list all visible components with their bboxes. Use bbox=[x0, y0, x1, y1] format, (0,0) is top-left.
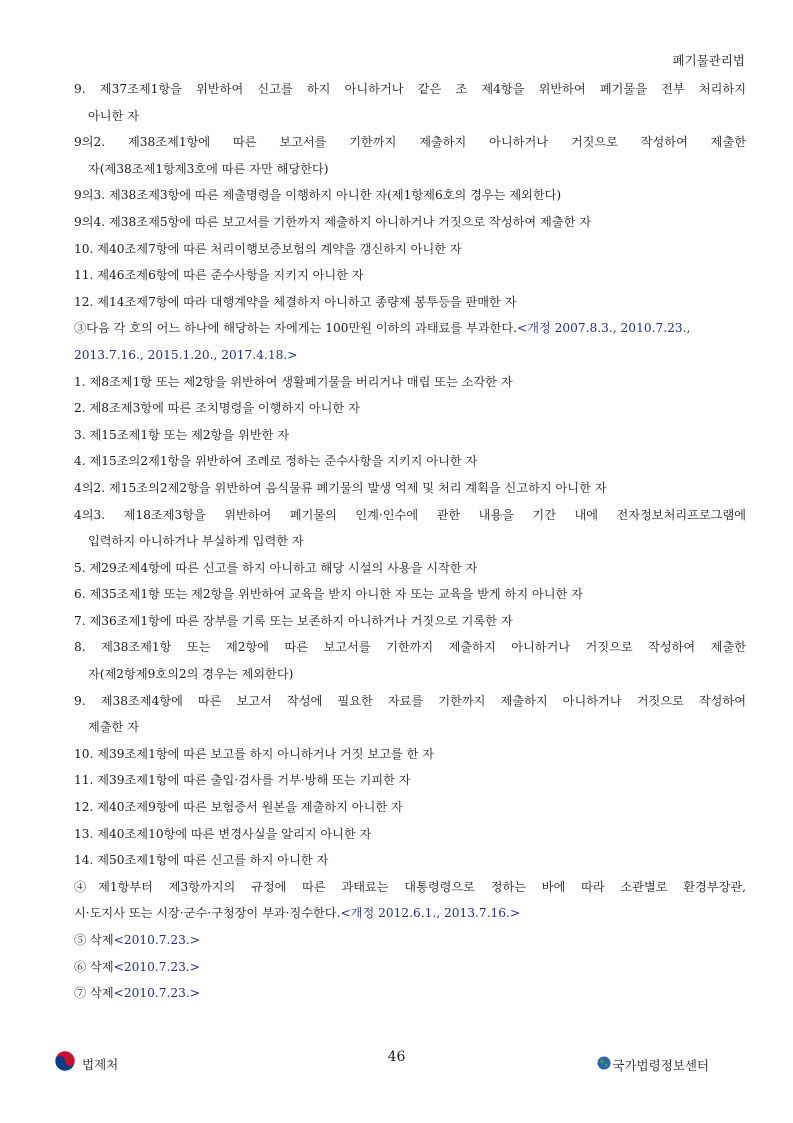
line-text: 2. 제8조제3항에 따른 조치명령을 이행하지 아니한 자 bbox=[74, 401, 360, 416]
text-line bbox=[74, 555, 746, 582]
line-text: 9. 제38조제4항에 따른 보고서 작성에 필요한 자료를 기한까지 제출하지 아니하거나 거짓으로 작성하여 bbox=[74, 693, 746, 708]
text-line bbox=[74, 156, 746, 183]
line-text: 8. 제38조제1항 또는 제2항에 따른 보고서를 기한까지 제출하지 아니하거나 거짓으로 작성하여 제출한 bbox=[74, 640, 746, 655]
document-body bbox=[74, 76, 746, 1007]
line-text: 9의4. 제38조제5항에 따른 보고서를 기한까지 제출하지 아니하거나 거짓으로 작성하여 제출한 자 bbox=[74, 214, 591, 229]
line-text: 12. 제14조제7항에 따라 대행계약을 체결하지 아니하고 종량제 봉투등을 판매한 자 bbox=[74, 294, 517, 309]
text-line bbox=[74, 821, 746, 848]
footer-right bbox=[597, 1052, 709, 1074]
amendment-note: <개정 2007.8.3., 2010.7.23., bbox=[517, 321, 691, 336]
text-line bbox=[74, 129, 746, 156]
line-text: 9. 제37조제1항을 위반하여 신고를 하지 아니하거나 같은 조 제4항을 위반하여 폐기물을 전부 처리하지 bbox=[74, 82, 746, 96]
line-text: 9의2. 제38조제1항에 따른 보고서를 기한까지 제출하지 아니하거나 거짓으로 작성하여 제출한 bbox=[74, 135, 746, 150]
line-text: 시·도지사 또는 시장·군수·구청장이 부과·징수한다. bbox=[74, 906, 341, 921]
line-text: ③다음 각 호의 어느 하나에 해당하는 자에게는 100만원 이하의 과태료를 부과한다. bbox=[74, 321, 518, 336]
text-line bbox=[74, 289, 746, 316]
text-line bbox=[74, 448, 746, 475]
line-text: 5. 제29조제4항에 따른 신고를 하지 아니하고 해당 시설의 사용을 시작한 자 bbox=[74, 560, 478, 575]
line-text: 자(제2항제9호의2의 경우는 제외한다) bbox=[88, 667, 294, 682]
line-text: ⑥ 삭제 bbox=[74, 959, 114, 974]
line-text: 10. 제40조제7항에 따른 처리이행보증보험의 계약을 갱신하지 아니한 자 bbox=[74, 241, 462, 256]
text-line bbox=[74, 900, 746, 927]
ministry-name: 법제처 bbox=[82, 1057, 119, 1072]
amendment-note: <2010.7.23.> bbox=[113, 986, 200, 1001]
line-text: 4의2. 제15조의2제2항을 위반하여 음식물류 폐기물의 발생 억제 및 처리 계획을 신고하지 아니한 자 bbox=[74, 480, 607, 495]
line-text: 아니한 자 bbox=[88, 108, 139, 123]
text-line bbox=[74, 342, 746, 369]
text-line bbox=[74, 422, 746, 449]
line-text: 6. 제35조제1항 또는 제2항을 위반하여 교육을 받지 아니한 자 또는 교육을 받게 하지 아니한 자 bbox=[74, 587, 583, 602]
amendment-note: 2013.7.16., 2015.1.20., 2017.4.18.> bbox=[74, 347, 298, 362]
text-line bbox=[74, 182, 746, 209]
line-text: 10. 제39조제1항에 따른 보고를 하지 아니하거나 거짓 보고를 한 자 bbox=[74, 746, 435, 761]
text-line bbox=[74, 209, 746, 236]
text-line bbox=[74, 502, 746, 529]
text-line bbox=[74, 315, 746, 342]
line-text: 9의3. 제38조제3항에 따른 제출명령을 이행하지 아니한 자(제1항제6호의 경우는 제외한다) bbox=[74, 188, 562, 203]
text-line bbox=[74, 661, 746, 688]
text-line bbox=[74, 236, 746, 263]
text-line bbox=[74, 688, 746, 715]
line-text: 11. 제39조제1항에 따른 출입·검사를 거부·방해 또는 기피한 자 bbox=[74, 773, 411, 788]
line-text: 1. 제8조제1항 또는 제2항을 위반하여 생활폐기물을 버리거나 매립 또는 소각한 자 bbox=[74, 374, 513, 389]
amendment-note: <2010.7.23.> bbox=[113, 933, 200, 947]
text-line bbox=[74, 874, 746, 901]
line-text: ④제1항부터 제3항까지의 규정에 따른 과태료는 대통령령으로 정하는 바에 따라 소관별로 환경부장관, bbox=[74, 879, 746, 894]
text-line bbox=[74, 581, 746, 608]
text-line bbox=[74, 634, 746, 661]
line-text: 11. 제46조제6항에 따른 준수사항을 지키지 아니한 자 bbox=[74, 268, 364, 283]
text-line bbox=[74, 395, 746, 422]
text-line bbox=[74, 741, 746, 768]
line-text: ⑤ 삭제 bbox=[74, 933, 114, 947]
globe-icon bbox=[597, 1056, 611, 1070]
text-line bbox=[74, 475, 746, 502]
line-text: 3. 제15조제1항 또는 제2항을 위반한 자 bbox=[74, 427, 290, 442]
text-line bbox=[74, 794, 746, 821]
line-text: 12. 제40조제9항에 따른 보험증서 원본을 제출하지 아니한 자 bbox=[74, 800, 403, 815]
text-line bbox=[74, 528, 746, 555]
law-info-center-name: 국가법령정보센터 bbox=[612, 1058, 709, 1073]
line-text: 14. 제50조제1항에 따른 신고를 하지 아니한 자 bbox=[74, 853, 329, 868]
amendment-note: <개정 2012.6.1., 2013.7.16.> bbox=[340, 906, 521, 921]
line-text: 4의3. 제18조제3항을 위반하여 폐기물의 인계·인수에 관한 내용을 기간 내에 전자정보처리프로그램에 bbox=[74, 507, 746, 522]
page-number: 46 bbox=[387, 1049, 406, 1065]
text-line bbox=[74, 262, 746, 289]
line-text: 제출한 자 bbox=[88, 720, 139, 735]
line-text: 4. 제15조의2제1항을 위반하여 조례로 정하는 준수사항을 지키지 아니한 자 bbox=[74, 454, 478, 469]
text-line bbox=[74, 103, 746, 130]
text-line bbox=[74, 954, 746, 981]
text-line bbox=[74, 369, 746, 396]
line-text: ⑦ 삭제 bbox=[74, 986, 114, 1001]
text-line bbox=[74, 927, 746, 954]
line-text: 자(제38조제1항제3호에 따른 자만 해당한다) bbox=[88, 161, 329, 176]
document-title: 폐기물관리법 bbox=[672, 53, 745, 68]
line-text: 7. 제36조제1항에 따른 장부를 기록 또는 보존하지 아니하거나 거짓으로 기록한 자 bbox=[74, 613, 513, 628]
line-text: 입력하지 아니하거나 부실하게 입력한 자 bbox=[88, 534, 304, 549]
text-line bbox=[74, 76, 746, 103]
text-line bbox=[74, 714, 746, 741]
text-line bbox=[74, 980, 746, 1007]
text-line bbox=[74, 847, 746, 874]
line-text: 13. 제40조제10항에 따른 변경사실을 알리지 아니한 자 bbox=[74, 826, 372, 841]
text-line bbox=[74, 767, 746, 794]
text-line bbox=[74, 608, 746, 635]
amendment-note: <2010.7.23.> bbox=[113, 959, 200, 974]
